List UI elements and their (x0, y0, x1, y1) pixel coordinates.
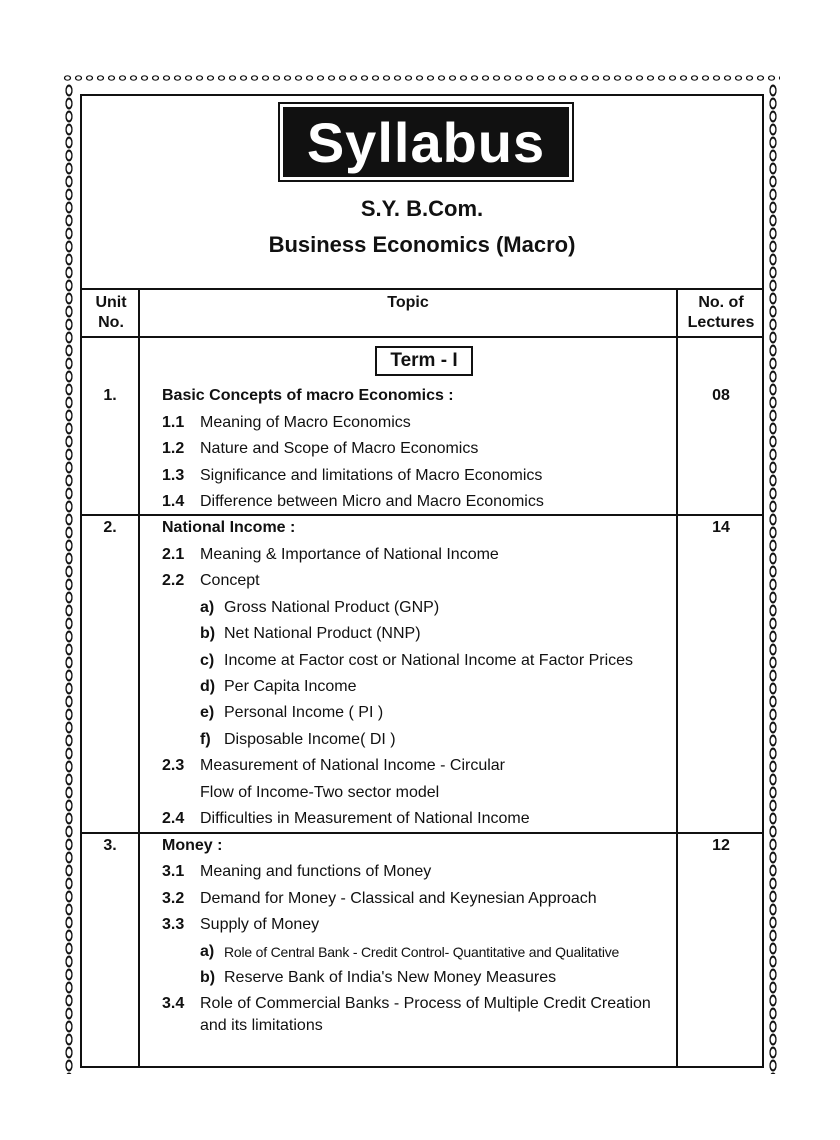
unit-number: 3. (103, 837, 117, 854)
decorative-border-left (63, 84, 75, 1074)
list-item: Disposable Income( DI ) (224, 731, 396, 748)
column-header-unit: Unit No. (95, 294, 127, 331)
table-header-divider (82, 336, 762, 338)
syllabus-frame (80, 94, 764, 1068)
list-item: Net National Product (NNP) (224, 625, 421, 642)
header-divider (82, 288, 762, 290)
sub-item-letter: a) (200, 943, 215, 960)
list-item: Measurement of National Income - Circular (200, 757, 506, 774)
item-number: 2.4 (162, 810, 185, 827)
title-box (278, 102, 574, 182)
item-number: 1.1 (162, 414, 185, 431)
sub-item-letter: c) (200, 652, 215, 669)
sub-item-letter: b) (200, 969, 216, 986)
sub-item-letter: e) (200, 704, 215, 721)
header (82, 96, 762, 288)
unit-lectures: 08 (712, 387, 730, 404)
unit-lectures: 12 (712, 837, 730, 854)
item-number: 1.2 (162, 440, 185, 457)
unit-divider-2 (82, 832, 762, 834)
list-item: Role of Central Bank - Credit Control- Quantitative and Qualitative (224, 944, 620, 960)
unit-number: 1. (103, 387, 117, 404)
list-item: Demand for Money - Classical and Keynesian Approach (200, 890, 597, 907)
list-item: Reserve Bank of India's New Money Measures (224, 969, 557, 986)
column-header-lectures: No. of Lectures (687, 294, 755, 331)
item-number: 2.3 (162, 757, 185, 774)
decorative-border-top (62, 72, 780, 84)
sub-item-letter: d) (200, 678, 216, 695)
unit-number: 2. (103, 519, 117, 536)
decorative-border-right (767, 84, 779, 1074)
list-item: Income at Factor cost or National Income at Factor Prices (224, 652, 634, 669)
subject-name: Business Economics (Macro) (268, 232, 576, 257)
list-item: Difficulties in Measurement of National Income (200, 810, 530, 827)
sub-item-letter: a) (200, 599, 215, 616)
list-item: Meaning & Importance of National Income (200, 546, 499, 563)
course-name: S.Y. B.Com. (360, 196, 484, 221)
list-item: Nature and Scope of Macro Economics (200, 440, 479, 457)
list-item: Supply of Money (200, 916, 320, 933)
unit-lectures: 14 (712, 519, 730, 536)
list-item: Role of Commercial Banks - Process of Multiple Credit Creation (200, 995, 651, 1012)
sub-item-letter: b) (200, 625, 216, 642)
unit-title: Basic Concepts of macro Economics : (162, 387, 454, 404)
unit-title: Money : (162, 837, 223, 854)
item-number: 1.3 (162, 467, 185, 484)
item-number: 3.1 (162, 863, 185, 880)
item-number: 2.1 (162, 546, 185, 563)
sub-item-letter: f) (200, 731, 211, 748)
list-item-continuation: and its limitations (200, 1017, 323, 1034)
page-title: Syllabus (283, 107, 569, 177)
item-number: 3.2 (162, 890, 185, 907)
item-number: 3.3 (162, 916, 185, 933)
list-item: Gross National Product (GNP) (224, 599, 440, 616)
list-item: Meaning of Macro Economics (200, 414, 411, 431)
list-item: Per Capita Income (224, 678, 357, 695)
list-item: Personal Income ( PI ) (224, 704, 384, 721)
list-item: Concept (200, 572, 260, 589)
list-item: Difference between Micro and Macro Economics (200, 493, 544, 510)
list-item: Significance and limitations of Macro Economics (200, 467, 543, 484)
unit-title: National Income : (162, 519, 296, 536)
list-item: Meaning and functions of Money (200, 863, 432, 880)
unit-divider-1 (82, 514, 762, 516)
item-number: 3.4 (162, 995, 185, 1012)
item-number: 1.4 (162, 493, 185, 510)
item-number: 2.2 (162, 572, 185, 589)
column-divider-1 (138, 288, 140, 1068)
column-header-topic: Topic (387, 294, 429, 311)
term-label: Term - I (375, 346, 473, 376)
list-item-continuation: Flow of Income-Two sector model (200, 784, 440, 801)
